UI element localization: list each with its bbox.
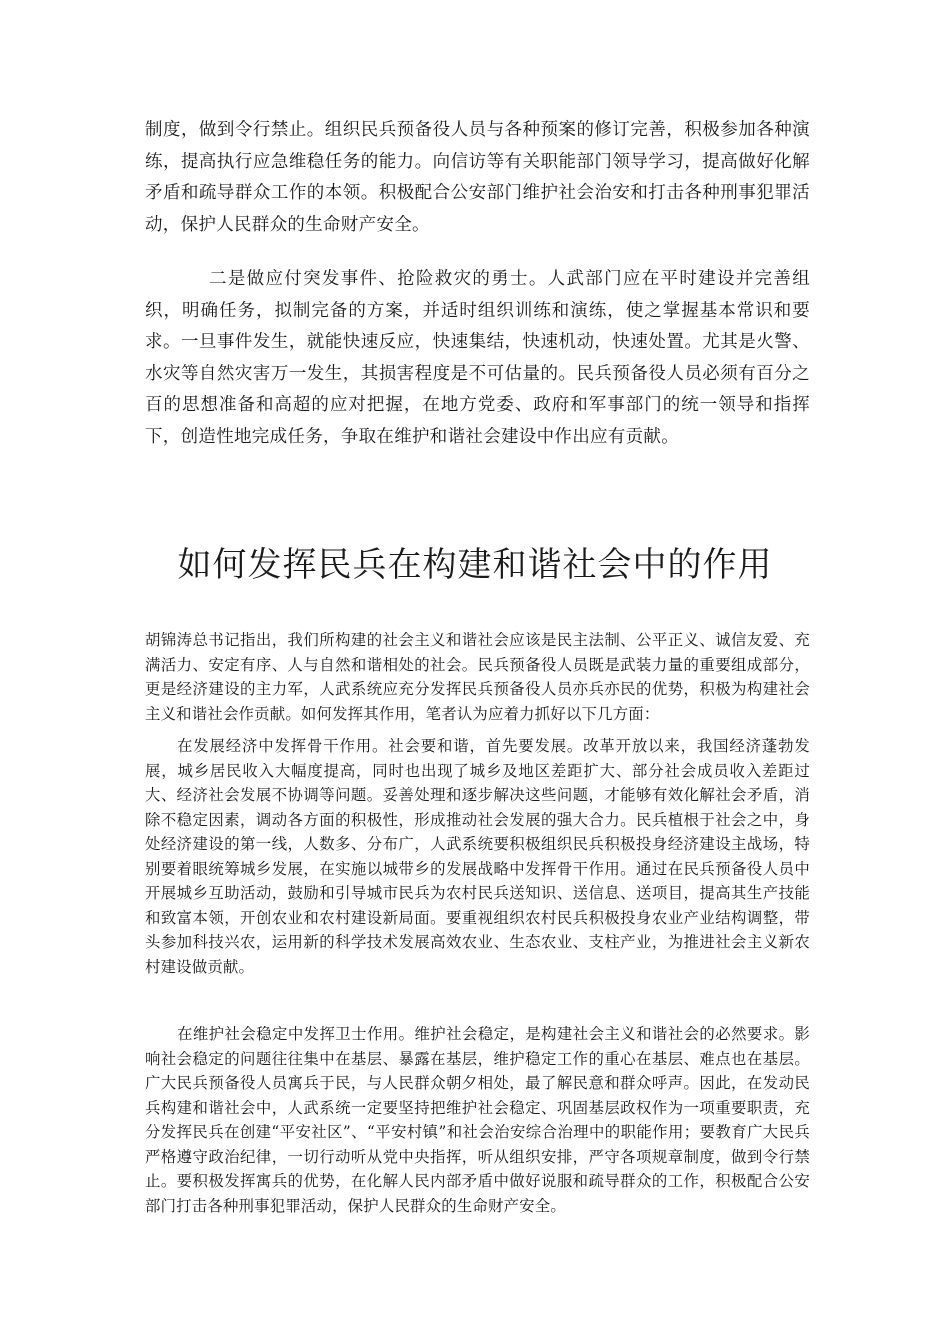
top-paragraph-2: 二是做应付突发事件、抢险救灾的勇士。人武部门应在平时建设并完善组织，明确任务，拟制完备的方案，并适时组织训练和演练，使之掌握基本常识和要求。一旦事件发生，就能快速反应，快速集结，快速机动，快速处置。尤其是火警、水灾等自然灾害万一发生，其损害程度是不可估量的。民兵预备役人员必须有百分之百的思想准备和高超的应对把握，在地方党委、政府和军事部门的统一领导和指挥下，创造性地完成任务，争取在维护和谐社会建设中作出应有贡献。 — [145, 269, 810, 447]
top-paragraph-1: 制度，做到令行禁止。组织民兵预备役人员与各种预案的修订完善，积极参加各种演练，提高执行应急维稳任务的能力。向信访等有关职能部门领导学习，提高做好化解矛盾和疏导群众工作的本领。积极配合公安部门维护社会治安和打击各种刑事犯罪活动，保护人民群众的生命财产安全。 — [145, 120, 810, 235]
section-2-paragraph: 在维护社会稳定中发挥卫士作用。维护社会稳定，是构建社会主义和谐社会的必然要求。影响社会稳定的问题往往集中在基层、暴露在基层，维护稳定工作的重心在基层、难点也在基层。广大民兵预备役人员寓兵于民，与人民群众朝夕相处，最了解民意和群众呼声。因此，在发动民兵构建和谐社会中，人武系统一定要坚持把维护社会稳定、巩固基层政权作为一项重要职责，充分发挥民兵在创建“平安社区”、“平安村镇”和社会治安综合治理中的职能作用；要教育广大民兵严格遵守政治纪律，一切行动听从党中央指挥，听从组织安排，严守各项规章制度，做到令行禁止。要积极发挥寓兵的优势，在化解人民内部矛盾中做好说服和疏导群众的工作，积极配合公安部门打击各种刑事犯罪活动，保护人民群众的生命财产安全。 — [145, 1025, 810, 1215]
article-title: 如何发挥民兵在构建和谐社会中的作用 — [177, 545, 773, 585]
intro-paragraph: 胡锦涛总书记指出，我们所构建的社会主义和谐社会应该是民主法制、公平正义、诚信友爱、充满活力、安定有序、人与自然和谐相处的社会。民兵预备役人员既是武装力量的重要组成部分，更是经济建设的主力军，人武系统应充分发挥民兵预备役人员亦兵亦民的优势，积极为构建社会主义和谐社会作贡献。如何发挥其作用，笔者认为应着力抓好以下几方面： — [145, 631, 810, 723]
section-1-paragraph: 在发展经济中发挥骨干作用。社会要和谐，首先要发展。改革开放以来，我国经济蓬勃发展，城乡居民收入大幅度提高，同时也出现了城乡及地区差距扩大、部分社会成员收入差距过大、经济社会发展不协调等问题。妥善处理和逐步解决这些问题，才能够有效化解社会矛盾，消除不稳定因素，调动各方面的积极性，形成推动社会发展的强大合力。民兵植根于社会之中，身处经济建设的第一线，人数多、分布广，人武系统要积极组织民兵积极投身经济建设主战场，特别要着眼统筹城乡发展，在实施以城带乡的发展战略中发挥骨干作用。通过在民兵预备役人员中开展城乡互助活动，鼓励和引导城市民兵为农村民兵送知识、送信息、送项目，提高其生产技能和致富本领，开创农业和农村建设新局面。要重视组织农村民兵积极投身农业产业结构调整，带头参加科技兴农，运用新的科学技术发展高效农业、生态农业、支柱产业，为推进社会主义新农村建设做贡献。 — [145, 737, 810, 976]
